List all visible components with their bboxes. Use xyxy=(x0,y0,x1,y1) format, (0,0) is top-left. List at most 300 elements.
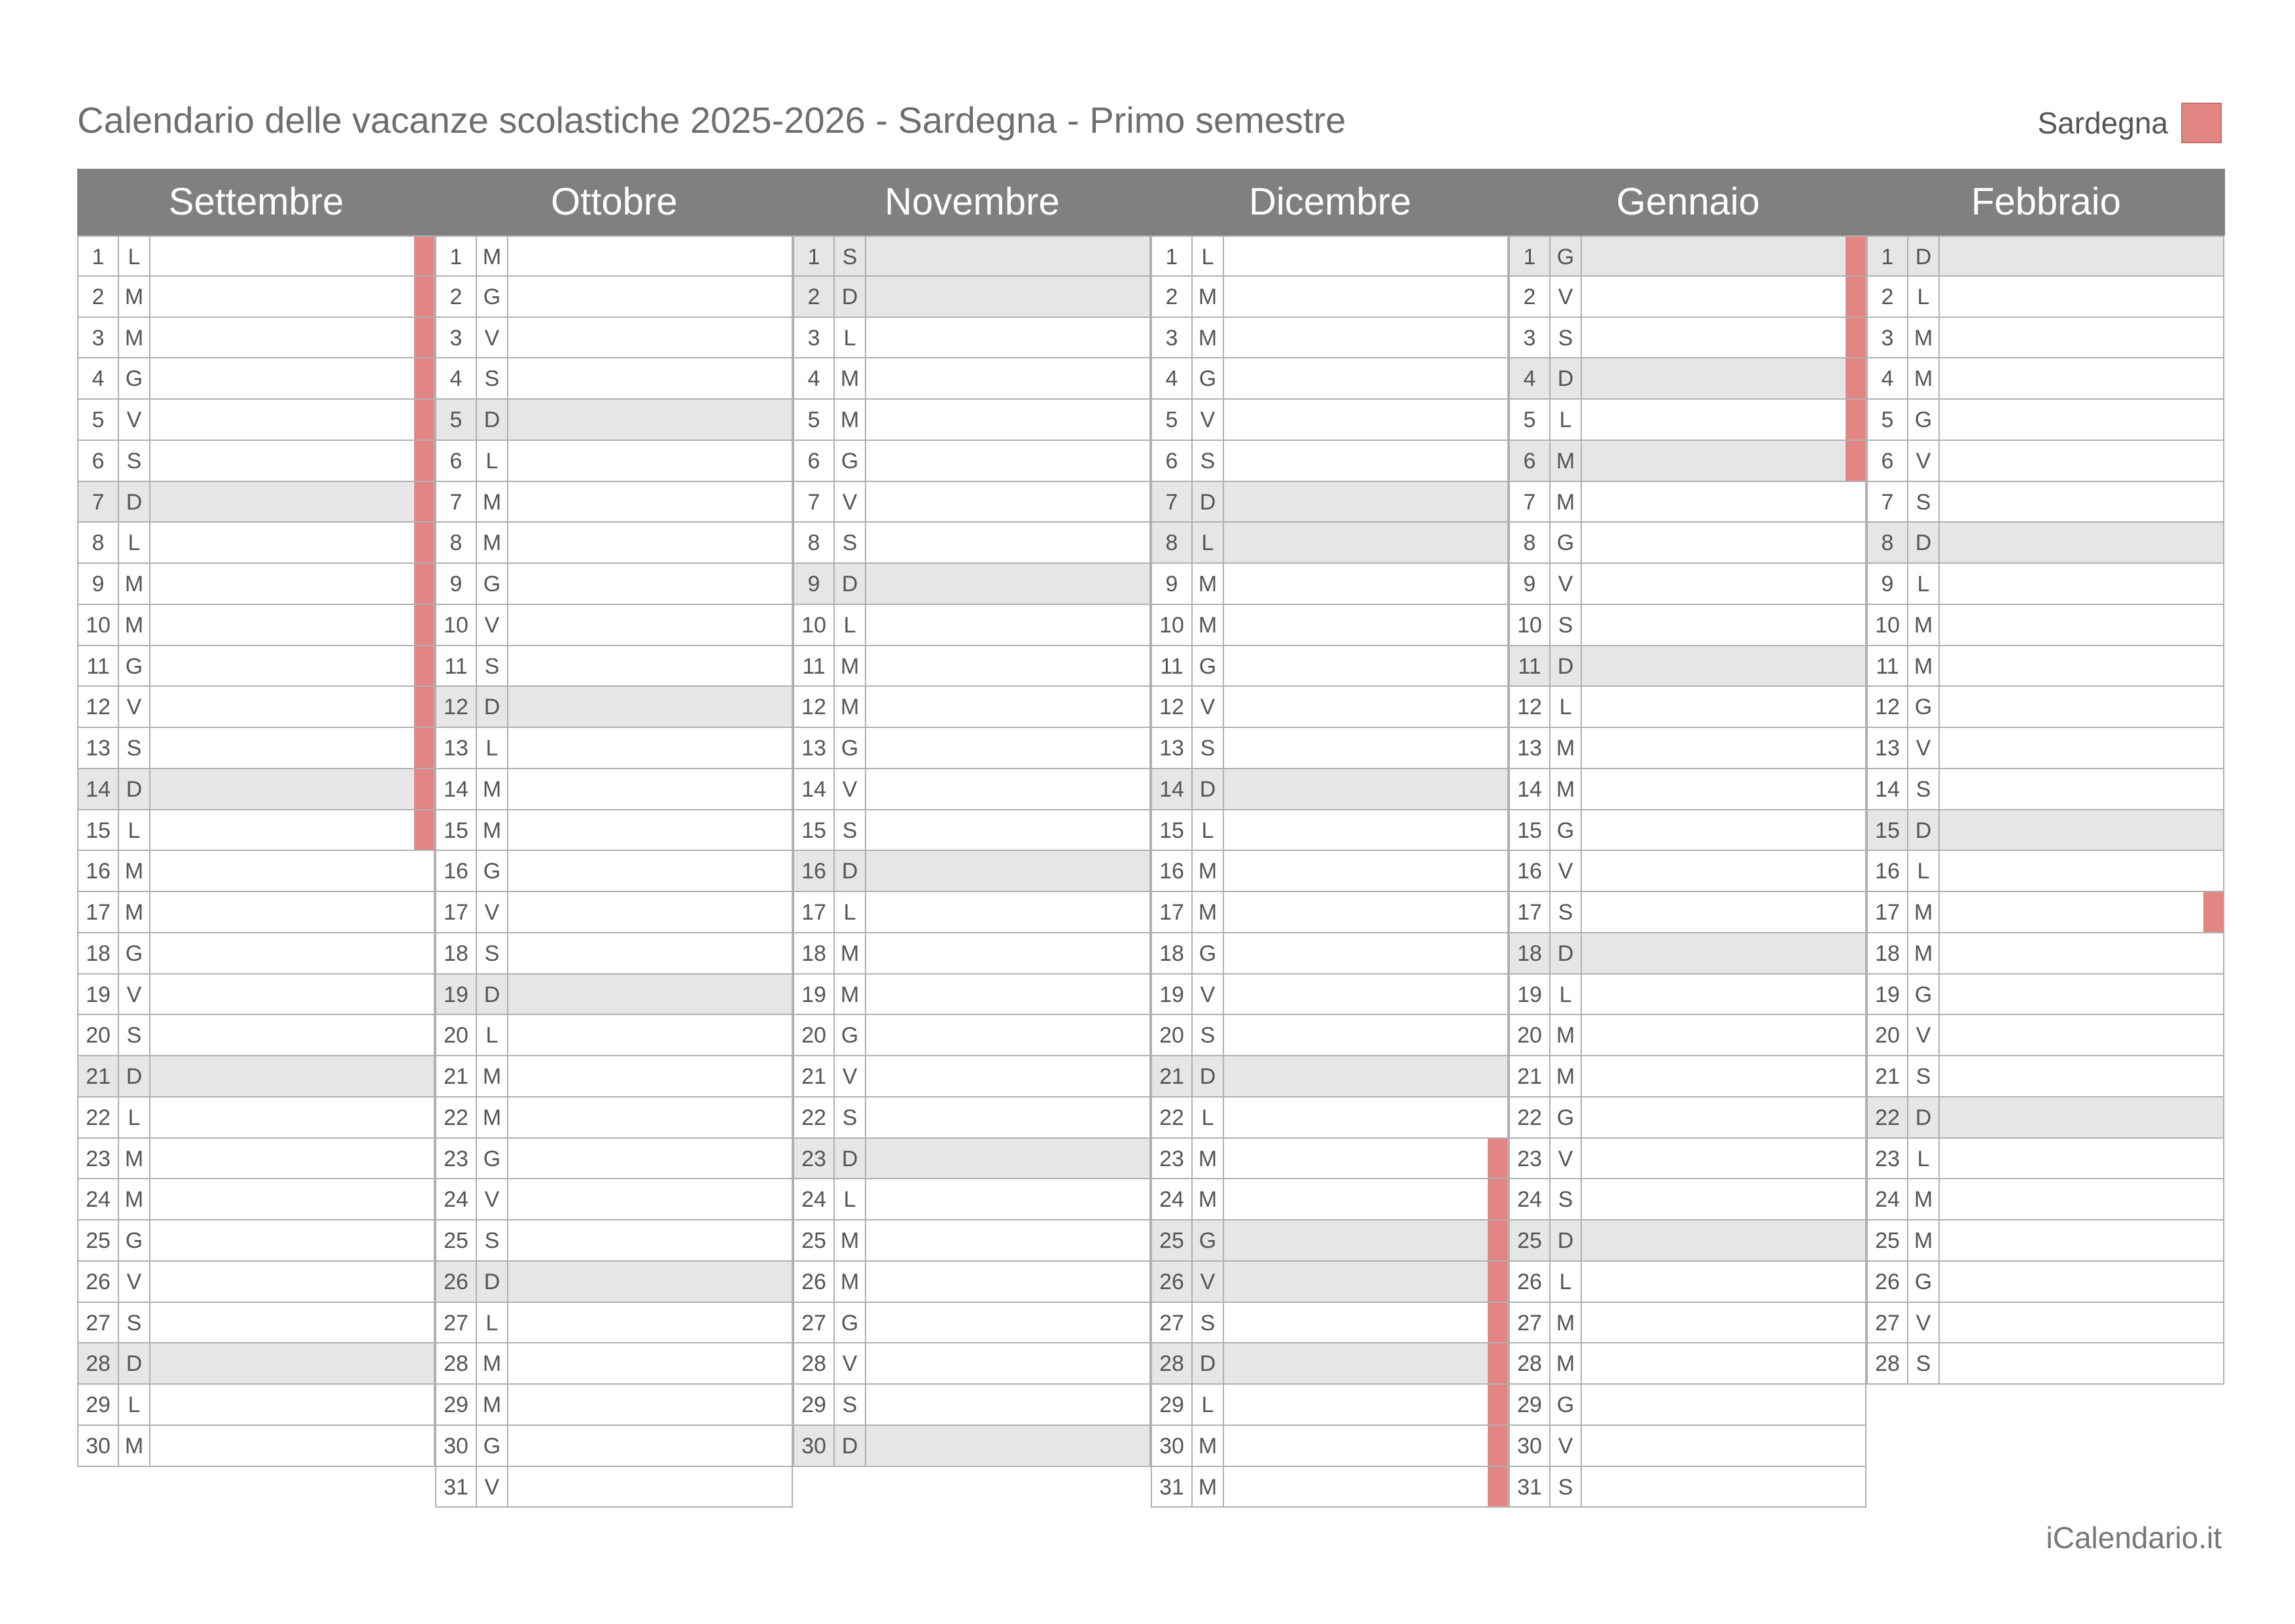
weekday-letter: D xyxy=(119,1056,150,1096)
day-row xyxy=(1866,482,2224,523)
day-note-cell xyxy=(1582,1179,1865,1219)
weekday-letter: S xyxy=(1908,1056,1940,1096)
day-note-cell xyxy=(1224,277,1507,317)
weekday-letter: S xyxy=(119,441,150,481)
weekday-letter: S xyxy=(1908,482,1940,522)
day-note-cell xyxy=(1224,769,1507,809)
weekday-letter: G xyxy=(1550,1097,1582,1137)
weekday-letter: V xyxy=(1550,1426,1582,1466)
day-number: 18 xyxy=(436,933,477,973)
weekday-letter: M xyxy=(1908,646,1940,686)
day-row xyxy=(1866,646,2224,687)
day-row xyxy=(793,1385,1151,1426)
month-column xyxy=(793,235,1151,1467)
day-note-cell xyxy=(508,1056,792,1096)
weekday-letter: M xyxy=(835,687,866,727)
day-row xyxy=(1509,1097,1866,1139)
day-number: 7 xyxy=(1152,482,1193,522)
day-number: 24 xyxy=(1510,1179,1550,1219)
weekday-letter: L xyxy=(835,318,866,358)
day-row xyxy=(793,400,1151,441)
day-row xyxy=(1866,975,2224,1016)
day-number: 11 xyxy=(1510,646,1550,686)
day-row xyxy=(1509,851,1866,892)
weekday-letter: S xyxy=(1193,1303,1224,1343)
weekday-letter: L xyxy=(119,1097,150,1137)
weekday-letter: M xyxy=(477,237,508,275)
day-note-cell xyxy=(1582,1426,1865,1466)
vacation-marker xyxy=(2203,892,2223,932)
day-number: 26 xyxy=(1510,1262,1550,1302)
day-row xyxy=(77,318,435,359)
day-number: 19 xyxy=(794,975,835,1014)
weekday-letter: S xyxy=(477,933,508,973)
day-note-cell xyxy=(508,810,792,850)
weekday-letter: S xyxy=(1550,318,1582,358)
weekday-letter: V xyxy=(1908,728,1940,768)
legend xyxy=(2038,101,2222,145)
day-note-cell xyxy=(150,441,434,481)
weekday-letter: M xyxy=(1193,851,1224,891)
day-note-cell xyxy=(1224,1467,1507,1507)
day-row xyxy=(793,277,1151,318)
day-row xyxy=(1509,1179,1866,1220)
day-row xyxy=(1151,1015,1509,1056)
month-name-novembre: Novembre xyxy=(885,181,1060,223)
weekday-letter: D xyxy=(1550,646,1582,686)
day-row xyxy=(435,1303,793,1344)
vacation-marker xyxy=(414,400,434,440)
day-number: 18 xyxy=(1152,933,1193,973)
day-note-cell xyxy=(1582,1056,1865,1096)
weekday-letter: S xyxy=(1550,892,1582,932)
weekday-letter: D xyxy=(1908,523,1940,562)
day-row xyxy=(1509,1467,1866,1508)
weekday-letter: M xyxy=(835,358,866,398)
day-number: 28 xyxy=(794,1343,835,1383)
day-row xyxy=(1866,1139,2224,1180)
day-note-cell xyxy=(150,400,434,440)
day-row xyxy=(77,810,435,852)
weekday-letter: S xyxy=(835,1385,866,1425)
day-row xyxy=(1866,1015,2224,1056)
day-number: 3 xyxy=(1152,318,1193,358)
weekday-letter: S xyxy=(477,358,508,398)
day-row xyxy=(1866,851,2224,892)
day-row xyxy=(77,441,435,482)
day-row xyxy=(435,687,793,728)
day-note-cell xyxy=(150,605,434,645)
day-note-cell xyxy=(866,892,1149,932)
day-row xyxy=(77,1426,435,1467)
day-note-cell xyxy=(866,605,1149,645)
weekday-letter: D xyxy=(1908,1097,1940,1137)
day-number: 8 xyxy=(794,523,835,562)
day-note-cell xyxy=(508,523,792,562)
vacation-marker xyxy=(1846,358,1865,398)
day-note-cell xyxy=(866,441,1149,481)
day-note-cell xyxy=(866,358,1149,398)
weekday-letter: L xyxy=(1550,975,1582,1014)
weekday-letter: D xyxy=(1550,1220,1582,1260)
day-row xyxy=(77,1179,435,1220)
day-note-cell xyxy=(1224,523,1507,562)
day-note-cell xyxy=(1582,1220,1865,1260)
day-row xyxy=(77,646,435,687)
day-number: 27 xyxy=(1868,1303,1908,1343)
weekday-letter: D xyxy=(1193,769,1224,809)
day-row xyxy=(435,605,793,646)
weekday-letter: G xyxy=(119,933,150,973)
day-row xyxy=(1151,1262,1509,1303)
vacation-marker xyxy=(414,728,434,768)
day-number: 3 xyxy=(79,318,119,358)
day-number: 12 xyxy=(1510,687,1550,727)
day-row xyxy=(793,646,1151,687)
day-row xyxy=(435,646,793,687)
day-row xyxy=(1151,523,1509,564)
day-number: 8 xyxy=(1510,523,1550,562)
day-row xyxy=(1151,1139,1509,1180)
day-number: 10 xyxy=(794,605,835,645)
weekday-letter: M xyxy=(1908,605,1940,645)
day-number: 21 xyxy=(1510,1056,1550,1096)
weekday-letter: M xyxy=(835,1220,866,1260)
day-note-cell xyxy=(150,1015,434,1055)
day-row xyxy=(793,523,1151,564)
weekday-letter: V xyxy=(835,1343,866,1383)
weekday-letter: M xyxy=(119,564,150,604)
day-row xyxy=(435,1343,793,1385)
day-note-cell xyxy=(1224,1303,1507,1343)
weekday-letter: S xyxy=(1193,441,1224,481)
day-number: 16 xyxy=(79,851,119,891)
day-row xyxy=(793,1262,1151,1303)
day-number: 18 xyxy=(79,933,119,973)
day-row xyxy=(1866,277,2224,318)
day-note-cell xyxy=(508,1303,792,1343)
day-row xyxy=(1151,687,1509,728)
day-note-cell xyxy=(1224,1220,1507,1260)
day-row xyxy=(1509,769,1866,810)
day-note-cell xyxy=(1940,1139,2223,1179)
weekday-letter: V xyxy=(119,400,150,440)
day-note-cell xyxy=(1940,1097,2223,1137)
day-number: 21 xyxy=(1152,1056,1193,1096)
day-note-cell xyxy=(508,358,792,398)
day-row xyxy=(1509,687,1866,728)
day-row xyxy=(435,810,793,852)
day-number: 19 xyxy=(1510,975,1550,1014)
day-note-cell xyxy=(1582,1303,1865,1343)
day-number: 19 xyxy=(79,975,119,1014)
weekday-letter: M xyxy=(1908,933,1940,973)
weekday-letter: L xyxy=(1908,277,1940,317)
weekday-letter: G xyxy=(477,851,508,891)
weekday-letter: S xyxy=(477,1220,508,1260)
day-row xyxy=(793,605,1151,646)
weekday-letter: G xyxy=(1193,1220,1224,1260)
weekday-letter: S xyxy=(1908,769,1940,809)
weekday-letter: L xyxy=(477,1303,508,1343)
vacation-marker xyxy=(414,358,434,398)
day-number: 5 xyxy=(79,400,119,440)
day-number: 6 xyxy=(79,441,119,481)
day-row xyxy=(1866,358,2224,400)
day-row xyxy=(1509,728,1866,769)
day-number: 17 xyxy=(436,892,477,932)
weekday-letter: L xyxy=(835,1179,866,1219)
day-number: 22 xyxy=(436,1097,477,1137)
day-number: 24 xyxy=(1152,1179,1193,1219)
month-name-gennaio: Gennaio xyxy=(1616,181,1760,223)
day-row xyxy=(1509,1385,1866,1426)
day-row xyxy=(1509,1262,1866,1303)
weekday-letter: M xyxy=(477,1343,508,1383)
day-row xyxy=(1866,235,2224,277)
day-number: 5 xyxy=(1868,400,1908,440)
weekday-letter: L xyxy=(119,523,150,562)
day-number: 20 xyxy=(1152,1015,1193,1055)
day-number: 12 xyxy=(436,687,477,727)
day-row xyxy=(793,1220,1151,1262)
day-number: 1 xyxy=(794,237,835,275)
day-note-cell xyxy=(508,769,792,809)
day-number: 16 xyxy=(794,851,835,891)
weekday-letter: G xyxy=(119,358,150,398)
day-note-cell xyxy=(1940,1015,2223,1055)
day-note-cell xyxy=(866,1303,1149,1343)
vacation-marker xyxy=(414,277,434,317)
month-name-febbraio: Febbraio xyxy=(1971,181,2121,223)
day-note-cell xyxy=(1582,892,1865,932)
vacation-marker xyxy=(1846,318,1865,358)
month-name-settembre: Settembre xyxy=(168,181,344,223)
day-row xyxy=(77,975,435,1016)
weekday-letter: V xyxy=(1193,400,1224,440)
day-row xyxy=(793,810,1151,852)
weekday-letter: L xyxy=(1193,1385,1224,1425)
vacation-marker xyxy=(414,318,434,358)
day-number: 19 xyxy=(436,975,477,1014)
day-note-cell xyxy=(508,687,792,727)
day-row xyxy=(435,1097,793,1139)
weekday-letter: D xyxy=(1908,237,1940,275)
day-row xyxy=(793,1056,1151,1097)
weekday-letter: V xyxy=(835,482,866,522)
day-number: 17 xyxy=(1868,892,1908,932)
weekday-letter: M xyxy=(1550,1303,1582,1343)
day-row xyxy=(1509,564,1866,605)
day-number: 21 xyxy=(1868,1056,1908,1096)
day-number: 4 xyxy=(79,358,119,398)
day-number: 9 xyxy=(1510,564,1550,604)
day-row xyxy=(1509,277,1866,318)
day-number: 13 xyxy=(1152,728,1193,768)
day-note-cell xyxy=(150,564,434,604)
day-note-cell xyxy=(150,1220,434,1260)
weekday-letter: D xyxy=(1193,1056,1224,1096)
weekday-letter: V xyxy=(835,769,866,809)
day-note-cell xyxy=(1940,892,2223,932)
day-note-cell xyxy=(150,728,434,768)
day-note-cell xyxy=(1582,810,1865,850)
weekday-letter: M xyxy=(1908,1220,1940,1260)
day-row xyxy=(77,523,435,564)
day-row xyxy=(435,318,793,359)
day-note-cell xyxy=(150,892,434,932)
day-row xyxy=(77,1343,435,1385)
weekday-letter: M xyxy=(477,523,508,562)
day-number: 1 xyxy=(79,237,119,275)
day-number: 16 xyxy=(1510,851,1550,891)
day-note-cell xyxy=(508,646,792,686)
day-row xyxy=(435,1262,793,1303)
day-note-cell xyxy=(1940,318,2223,358)
weekday-letter: G xyxy=(1193,646,1224,686)
day-row xyxy=(1151,975,1509,1016)
day-note-cell xyxy=(508,318,792,358)
weekday-letter: M xyxy=(119,1139,150,1179)
day-note-cell xyxy=(508,1220,792,1260)
weekday-letter: D xyxy=(835,1426,866,1466)
weekday-letter: G xyxy=(477,1139,508,1179)
weekday-letter: V xyxy=(477,1179,508,1219)
day-note-cell xyxy=(1940,523,2223,562)
day-note-cell xyxy=(866,933,1149,973)
day-number: 26 xyxy=(1152,1262,1193,1302)
day-note-cell xyxy=(1940,358,2223,398)
day-number: 2 xyxy=(794,277,835,317)
day-number: 26 xyxy=(79,1262,119,1302)
day-number: 28 xyxy=(79,1343,119,1383)
day-row xyxy=(1151,728,1509,769)
day-number: 27 xyxy=(1152,1303,1193,1343)
day-number: 24 xyxy=(436,1179,477,1219)
day-note-cell xyxy=(1940,1220,2223,1260)
day-note-cell xyxy=(1940,564,2223,604)
vacation-marker xyxy=(414,523,434,562)
day-note-cell xyxy=(150,769,434,809)
weekday-letter: L xyxy=(477,441,508,481)
day-note-cell xyxy=(866,1056,1149,1096)
day-note-cell xyxy=(508,1343,792,1383)
day-number: 11 xyxy=(1152,646,1193,686)
day-number: 14 xyxy=(1152,769,1193,809)
day-note-cell xyxy=(1582,1343,1865,1383)
weekday-letter: M xyxy=(477,1097,508,1137)
weekday-letter: S xyxy=(119,728,150,768)
day-row xyxy=(77,1015,435,1056)
day-number: 2 xyxy=(1152,277,1193,317)
day-row xyxy=(77,933,435,975)
day-note-cell xyxy=(866,769,1149,809)
weekday-letter: S xyxy=(835,810,866,850)
day-row xyxy=(77,1097,435,1139)
day-note-cell xyxy=(1940,605,2223,645)
weekday-letter: M xyxy=(119,318,150,358)
day-note-cell xyxy=(1582,564,1865,604)
day-row xyxy=(1509,1220,1866,1262)
day-row xyxy=(1866,441,2224,482)
day-note-cell xyxy=(508,482,792,522)
day-number: 10 xyxy=(1868,605,1908,645)
day-row xyxy=(793,892,1151,933)
day-note-cell xyxy=(1224,1426,1507,1466)
day-row xyxy=(793,1015,1151,1056)
day-row xyxy=(1866,1097,2224,1139)
day-number: 23 xyxy=(794,1139,835,1179)
day-note-cell xyxy=(150,1385,434,1425)
day-note-cell xyxy=(508,277,792,317)
day-note-cell xyxy=(1582,237,1865,275)
weekday-letter: D xyxy=(1550,358,1582,398)
day-number: 23 xyxy=(1510,1139,1550,1179)
weekday-letter: V xyxy=(1908,441,1940,481)
day-note-cell xyxy=(150,1179,434,1219)
weekday-letter: M xyxy=(1908,358,1940,398)
day-note-cell xyxy=(1940,441,2223,481)
vacation-marker xyxy=(414,237,434,275)
day-note-cell xyxy=(866,482,1149,522)
weekday-letter: G xyxy=(477,1426,508,1466)
day-number: 25 xyxy=(794,1220,835,1260)
day-row xyxy=(1151,1303,1509,1344)
day-number: 17 xyxy=(794,892,835,932)
day-note-cell xyxy=(866,1179,1149,1219)
day-row xyxy=(793,687,1151,728)
day-row xyxy=(77,235,435,277)
day-row xyxy=(77,769,435,810)
day-row xyxy=(435,769,793,810)
day-note-cell xyxy=(1940,277,2223,317)
day-note-cell xyxy=(1582,1385,1865,1425)
day-number: 27 xyxy=(79,1303,119,1343)
day-row xyxy=(77,687,435,728)
day-note-cell xyxy=(1582,728,1865,768)
day-number: 20 xyxy=(436,1015,477,1055)
day-note-cell xyxy=(1224,975,1507,1014)
day-note-cell xyxy=(508,728,792,768)
day-note-cell xyxy=(866,1343,1149,1383)
weekday-letter: M xyxy=(119,851,150,891)
day-number: 20 xyxy=(79,1015,119,1055)
day-number: 8 xyxy=(1152,523,1193,562)
legend-swatch xyxy=(2181,103,2222,143)
day-note-cell xyxy=(150,1343,434,1383)
month-column xyxy=(435,235,793,1508)
weekday-letter: V xyxy=(1550,1139,1582,1179)
day-row xyxy=(793,1139,1151,1180)
month-column xyxy=(1151,235,1509,1508)
day-row xyxy=(793,1303,1151,1344)
day-note-cell xyxy=(1582,975,1865,1014)
weekday-letter: M xyxy=(1193,1426,1224,1466)
day-row xyxy=(77,605,435,646)
day-number: 26 xyxy=(436,1262,477,1302)
day-number: 26 xyxy=(794,1262,835,1302)
day-note-cell xyxy=(1224,1385,1507,1425)
day-number: 7 xyxy=(1868,482,1908,522)
day-number: 25 xyxy=(1868,1220,1908,1260)
weekday-letter: M xyxy=(1193,564,1224,604)
day-note-cell xyxy=(1582,441,1865,481)
day-row xyxy=(1866,318,2224,359)
day-row xyxy=(435,1179,793,1220)
day-number: 3 xyxy=(436,318,477,358)
weekday-letter: V xyxy=(477,892,508,932)
vacation-marker xyxy=(414,482,434,522)
